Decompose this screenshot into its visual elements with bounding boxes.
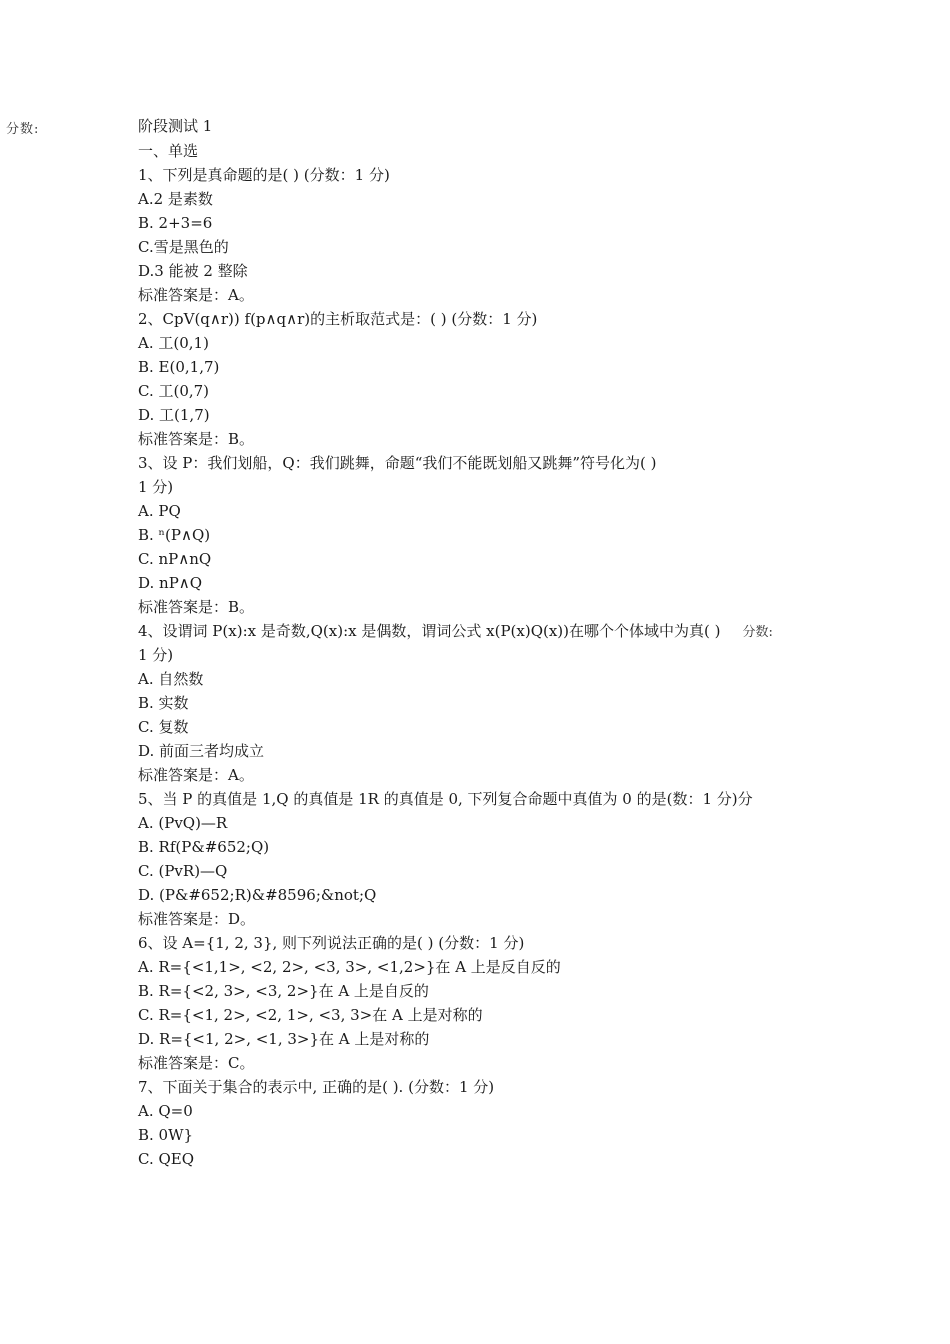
question-stem: 5、当 P 的真值是 1,Q 的真值是 1R 的真值是 0, 下列复合命题中真值为 0 的是(数：1 分)分	[138, 790, 753, 808]
doc-title: 阶段测试 1	[138, 117, 213, 135]
margin-note-left: 分数:	[6, 122, 40, 137]
question-stem-continuation: 1 分)	[138, 478, 174, 496]
standard-answer: 标准答案是：B。	[138, 430, 255, 448]
option-a: A. PQ	[138, 502, 181, 520]
standard-answer: 标准答案是：B。	[138, 598, 255, 616]
question-stem: 4、设谓词 P(x):x 是奇数,Q(x):x 是偶数，谓词公式 x(P(x)Q(x))在哪个个体域中为真( )	[138, 622, 721, 640]
option-b: B. R={<2, 3>, <3, 2>}在 A 上是自反的	[138, 982, 429, 1000]
option-d: D. (P&#652;R)&#8596;&not;Q	[138, 886, 377, 904]
standard-answer: 标准答案是：A。	[138, 766, 254, 784]
option-c: C. nP∧nQ	[138, 550, 212, 568]
option-b: B. 2+3=6	[138, 214, 213, 232]
option-d: D. 工(1,7)	[138, 406, 210, 424]
option-d: D.3 能被 2 整除	[138, 262, 248, 280]
option-a: A. (PvQ)—R	[138, 814, 228, 832]
question-stem-line	[138, 619, 818, 643]
section-heading: 一、单选	[138, 142, 199, 160]
question-stem: 3、设 P：我们划船，Q：我们跳舞，命题“我们不能既划船又跳舞”符号化为( )	[138, 454, 657, 472]
question-stem: 1、下列是真命题的是( ) (分数：1 分)	[138, 166, 390, 184]
standard-answer: 标准答案是：C。	[138, 1054, 255, 1072]
question-stem: 2、CpV(q∧r)) f(p∧q∧r)的主析取范式是：( ) (分数：1 分)	[138, 310, 538, 328]
standard-answer: 标准答案是：A。	[138, 286, 254, 304]
option-b: B. E(0,1,7)	[138, 358, 220, 376]
option-b: B. 实数	[138, 694, 189, 712]
question-4	[138, 619, 818, 787]
option-d: D. 前面三者均成立	[138, 742, 265, 760]
option-c: C.雪是黑色的	[138, 238, 229, 256]
option-c: C. 工(0,7)	[138, 382, 210, 400]
option-c: C. R={<1, 2>, <2, 1>, <3, 3>在 A 上是对称的	[138, 1006, 483, 1024]
standard-answer: 标准答案是：D。	[138, 910, 256, 928]
option-b: B. 0W}	[138, 1126, 194, 1144]
option-b: B. ⁿ(P∧Q)	[138, 526, 211, 544]
question-stem: 6、设 A={1, 2, 3}, 则下列说法正确的是( ) (分数：1 分)	[138, 934, 525, 952]
option-b: B. Rf(P&#652;Q)	[138, 838, 270, 856]
question-stem-continuation: 1 分)	[138, 646, 174, 664]
document-content	[138, 114, 818, 1171]
question-6	[138, 931, 818, 1075]
option-c: C. QEQ	[138, 1150, 195, 1168]
option-c: C. (PvR)—Q	[138, 862, 228, 880]
question-2	[138, 307, 818, 451]
question-3	[138, 451, 818, 619]
question-5	[138, 787, 818, 931]
question-7	[138, 1075, 818, 1171]
question-score-note: 分数:	[742, 625, 773, 640]
option-a: A. 工(0,1)	[138, 334, 209, 352]
option-c: C. 复数	[138, 718, 189, 736]
option-a: A. 自然数	[138, 670, 204, 688]
question-stem: 7、下面关于集合的表示中, 正确的是( ). (分数：1 分)	[138, 1078, 495, 1096]
question-1	[138, 163, 818, 307]
option-a: A. R={<1,1>, <2, 2>, <3, 3>, <1,2>}在 A 上是反自反的	[138, 958, 561, 976]
option-a: A.2 是素数	[138, 190, 213, 208]
option-d: D. nP∧Q	[138, 574, 203, 592]
option-d: D. R={<1, 2>, <1, 3>}在 A 上是对称的	[138, 1030, 430, 1048]
option-a: A. Q=0	[138, 1102, 193, 1120]
